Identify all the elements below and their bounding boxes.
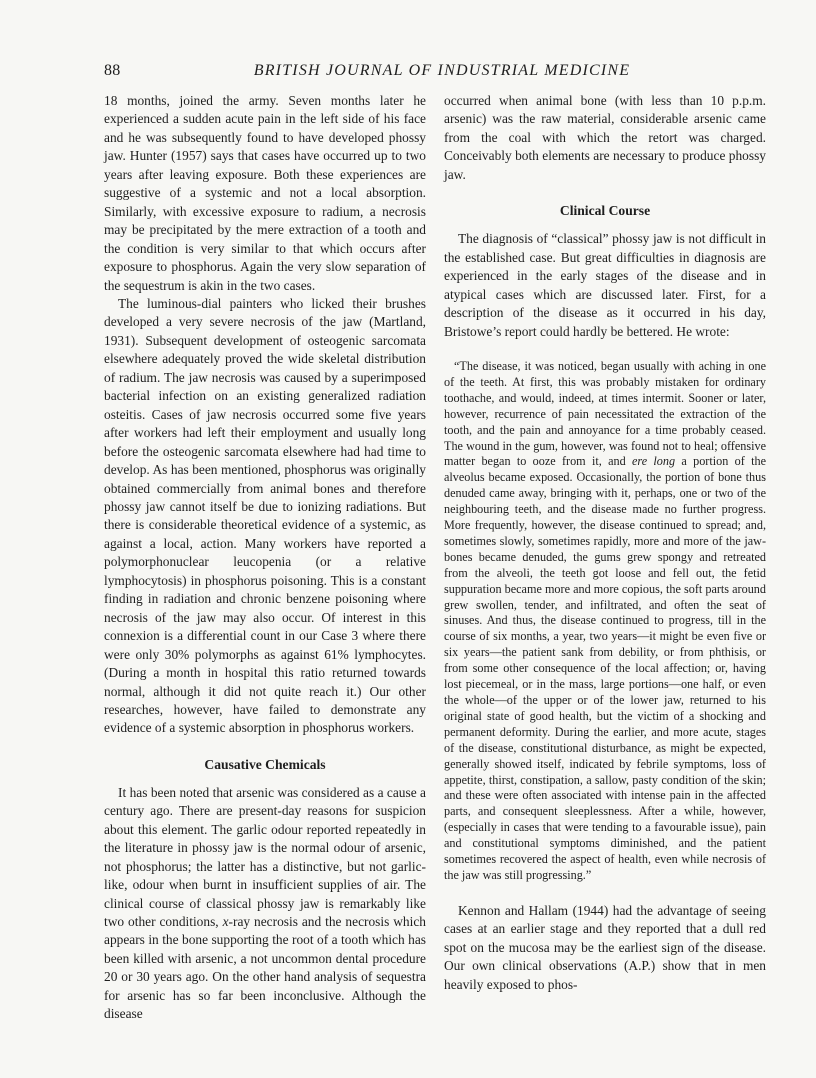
left-column: [104, 92, 426, 1024]
bristowe-quotation: [444, 359, 766, 884]
paragraph-continuation: 18 months, joined the army. Seven months later he experienced a sudden acute pain in the left side of his face and he was subsequently found to have developed phossy jaw. Hunter (1957) says that cases have occurred up to two years after leaving exposure. Both these experiences are suggestive of a systemic and not a local absorption. Similarly, with excessive exposure to radium, a necrosis may be precipitated by the mere extraction of a tooth and the condition is very similar to that which occurs after exposure to phosphorus. Again the very slow separation of the sequestrum is akin in the two cases.: [104, 93, 426, 293]
paragraph-luminous-dial: The luminous-dial painters who licked their brushes developed a very severe necrosis of the jaw (Martland, 1931). Subsequent development of osteogenic sarcomata elsewhere adequately proved the wide skeletal distribution of radium. The jaw necrosis was caused by a superimposed bacterial infection on an existing generalized radiation osteitis. Cases of jaw necrosis occurred some five years after workers had left their employment and usually long before the osteogenic sarcomata elsewhere had had time to develop. As has been mentioned, phosphorus was originally obtained commercially from animal bones and therefore phossy jaw cannot itself be due to ionizing radiations. But there is considerable theoretical evidence of a systemic, as against a local, action. Many workers have reported a polymorphonuclear leucopenia (or a relative lymphocytosis) in phosphorus poisoning. This is a constant finding in radiation and chronic benzene poisoning where necrosis of the jaw may also occur. Of interest in this connexion is a differential count in our Case 3 where there were only 30% polymorphs as against 61% lymphocytes. (During a month in hospital this ratio returned towards normal, although it did not quite reach it.) Our other researches, however, have failed to demonstrate any evidence of a systemic absorption in phosphorus workers.: [104, 295, 426, 736]
section-heading-causative-chemicals: Causative Chemicals: [204, 756, 326, 772]
page-number: 88: [104, 62, 121, 79]
journal-title: BRITISH JOURNAL OF INDUSTRIAL MEDICINE: [253, 62, 631, 79]
italic-ere-long: ere long: [632, 454, 676, 469]
paragraph-arsenic: [104, 784, 426, 1024]
paragraph-kennon-hallam: Kennon and Hallam (1944) had the advantage of seeing cases at an earlier stage and they reported that a dull red spot on the mucosa may be the earliest sign of the disease. Our own clinical observations (A.P.) show that in men heavily exposed to phos-: [444, 902, 766, 992]
section-heading-clinical-course: Clinical Course: [559, 203, 651, 219]
italic-x: x: [222, 914, 229, 930]
paragraph-arsenic-text-a: It has been noted that arsenic was considered as a cause a century ago. There are present-day reasons for suspicion about this element. The garlic odour reported repeatedly in the literature in phossy jaw is the normal odour of arsenic, not phosphorus; the latter has a distinctive, but not garlic-like, odour when burnt in insufficient supplies of air. The clinical course of classical phossy jaw is remarkably like two other conditions,: [104, 784, 426, 930]
right-column: [444, 92, 766, 994]
quotation-text-b: a portion of the alveolus became exposed. Occasionally, the portion of bone thus denuded came away, bringing with it, perhaps, one or two of the neighbouring teeth, and the disease made no further progress. More frequently, however, the disease continued to spread; and, sometimes slowly, sometimes rapidly, more and more of the jaw-bones became denuded, the gums grew spongy and retreated from the alveoli, the teeth got loose and fell out, the fetid suppuration became more and more copious, the soft parts around grew swollen, tender, and infiltrated, and often the seat of sinuses. And thus, the disease continued to progress, till in the course of six months, a year, two years—it might be even five or six years—the patient sank from debility, or from phthisis, or from some other consequence of the local affection; or, having lost piecemeal, or in the mass, large portions—one half, or even the whole—of the upper or of the lower jaw, returned to his original state of good health, but the victim of a shocking and permanent deformity. During the earlier, and more acute, stages of the disease, constitutional disturbance, as might be expected, generally showed itself, indicated by febrile symptoms, loss of appetite, thirst, constipation, a sallow, pasty condition of the skin; and these were often associated with intense pain in the affected parts, and consequent sleeplessness. After a while, however, (especially in cases that were tending to a favourable issue), pain and constitutional symptoms diminished, and the patient sometimes recovered the aspect of health, even while necrosis of the jaw was still progressing.”: [444, 454, 766, 882]
quotation-text-a: “The disease, it was noticed, began usually with aching in one of the teeth. At first, this was probably mistaken for ordinary toothache, and would, indeed, at times intermit. Sooner or later, however, recurrence of pain necessitated the extraction of the tooth, and the pain and annoyance for a time probably ceased. The wound in the gum, however, was found not to heal; offensive matter began to ooze from it, and: [444, 358, 766, 469]
paragraph-diagnosis: The diagnosis of “classical” phossy jaw is not difficult in the established case. But great difficulties in diagnosis are experienced in the early stages of the disease and in atypical cases which are discussed later. First, for a description of the disease as it occurred in his day, Bristowe’s report could hardly be bettered. He wrote:: [444, 231, 766, 339]
paragraph-arsenic-text-b: -ray necrosis and the necrosis which appears in the bone supporting the root of a tooth which has been killed with arsenic, a not uncommon dental procedure 20 or 30 years ago. On the other hand analysis of sequestra for arsenic has so far been inconclusive. Although the disease: [104, 914, 426, 1022]
quotation-text: [444, 359, 766, 884]
paragraph-continuation-right: occurred when animal bone (with less than 10 p.p.m. arsenic) was the raw material, considerable arsenic came from the coal with which the retort was charged. Conceivably both elements are necessary to produce phossy jaw.: [444, 93, 766, 182]
